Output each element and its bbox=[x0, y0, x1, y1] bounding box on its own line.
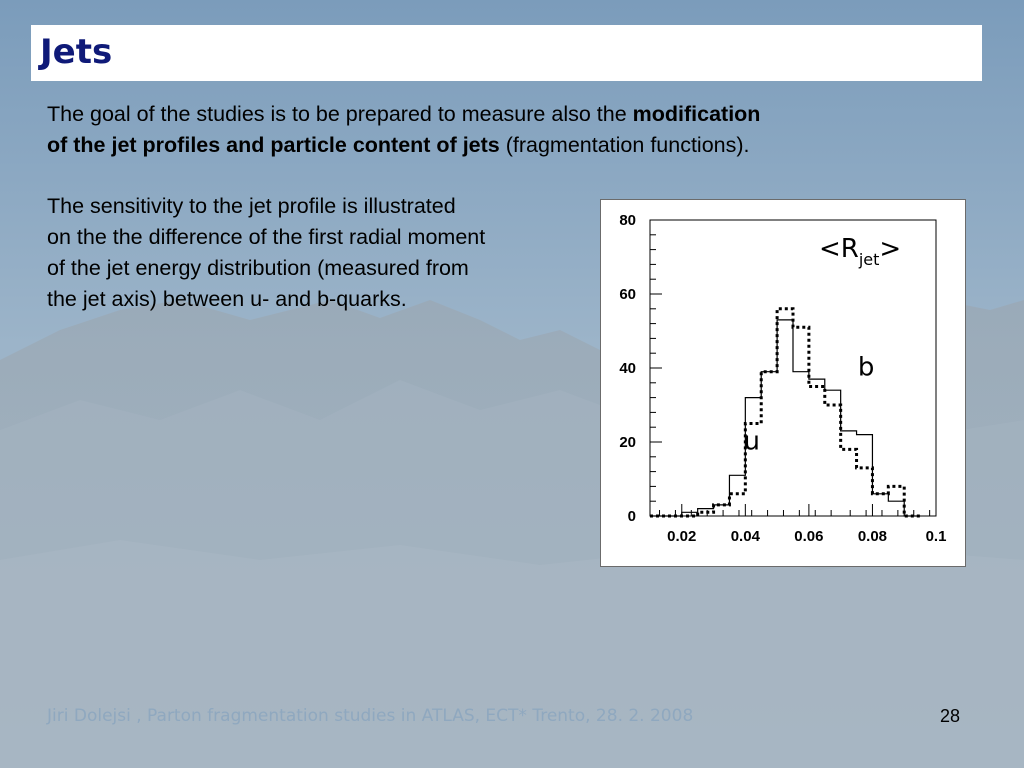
footer-text: Jiri Dolejsi , Parton fragmentation studies in ATLAS, ECT* Trento, 28. 2. 2008 bbox=[47, 706, 694, 726]
title-bar bbox=[31, 25, 982, 81]
intro-paragraph bbox=[47, 99, 927, 161]
y-tick-label: 40 bbox=[619, 360, 636, 377]
sensitivity-line-3: of the jet energy distribution (measured from bbox=[47, 256, 469, 280]
x-tick-label: 0.1 bbox=[925, 528, 947, 545]
intro-text-start: The goal of the studies is to be prepared to measure also the bbox=[47, 102, 633, 126]
histogram-u-series bbox=[650, 320, 920, 516]
sensitivity-paragraph bbox=[47, 191, 587, 315]
histogram-chart bbox=[600, 199, 966, 567]
y-tick-label: 60 bbox=[619, 286, 636, 303]
intro-bold-2: of the jet profiles and particle content of jets bbox=[47, 133, 500, 157]
y-tick-label: 0 bbox=[627, 508, 636, 525]
histogram-svg bbox=[601, 200, 965, 566]
page-number: 28 bbox=[940, 706, 961, 726]
series-label-u: u bbox=[743, 426, 760, 457]
x-tick-label: 0.02 bbox=[667, 528, 697, 545]
chart-title: $<R_{jet}>$ bbox=[819, 234, 902, 269]
x-tick-label: 0.08 bbox=[857, 528, 888, 545]
sensitivity-line-4: the jet axis) between u- and b-quarks. bbox=[47, 287, 407, 311]
intro-bold-1: modification bbox=[632, 102, 761, 126]
series-label-b: b bbox=[857, 352, 875, 383]
x-tick-label: 0.04 bbox=[730, 528, 760, 545]
sensitivity-line-2: on the the difference of the first radial moment bbox=[47, 225, 486, 249]
y-tick-label: 80 bbox=[619, 212, 636, 229]
intro-text-end: (fragmentation functions). bbox=[499, 133, 750, 157]
histogram-b-series bbox=[650, 309, 920, 516]
y-tick-label: 20 bbox=[619, 434, 636, 451]
x-tick-label: 0.06 bbox=[794, 528, 824, 545]
slide-title: Jets bbox=[40, 32, 113, 72]
sensitivity-line-1: The sensitivity to the jet profile is illustrated bbox=[47, 194, 456, 218]
